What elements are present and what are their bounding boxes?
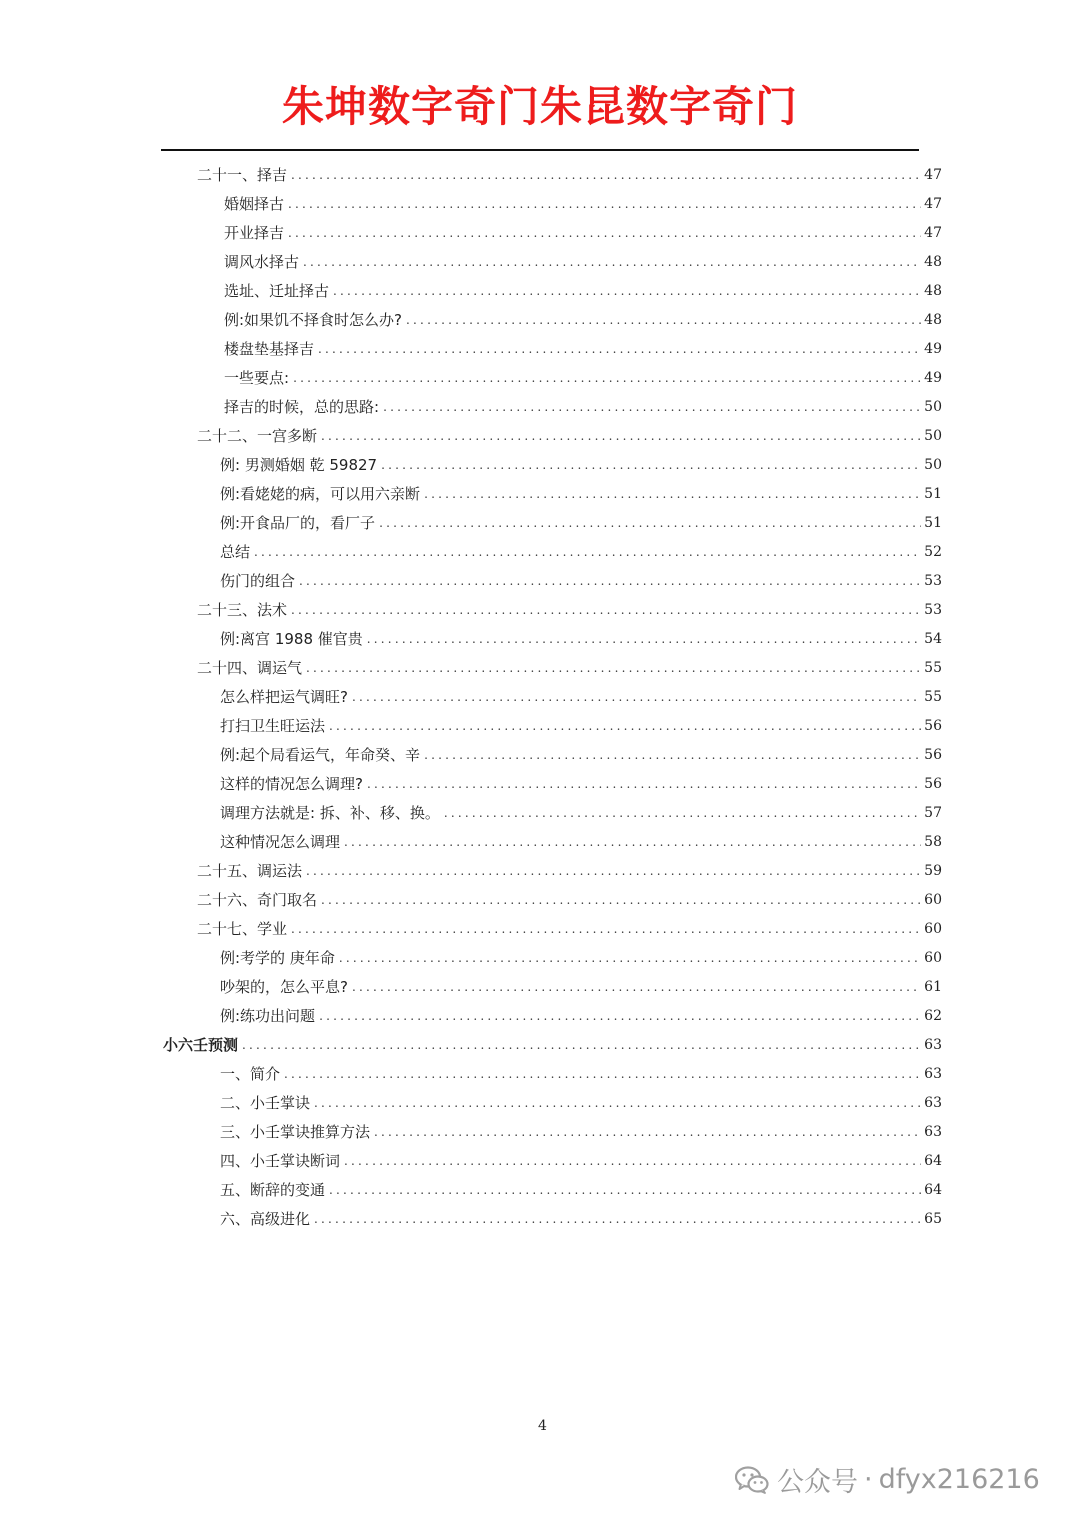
toc-entry <box>160 329 942 358</box>
page-title: 朱坤数字奇门朱昆数字奇门 <box>281 82 798 131</box>
toc-dot-leader <box>424 487 921 503</box>
toc-entry <box>160 822 942 851</box>
toc-entry-label: 二十七、学业 <box>197 920 288 938</box>
watermark-account: dfyx216216 <box>878 1464 1040 1495</box>
toc-dot-leader <box>383 400 921 416</box>
toc-entry <box>160 851 942 880</box>
toc-entry-label: 婚姻择古 <box>224 195 285 213</box>
toc-dot-leader <box>303 255 921 271</box>
toc-entry <box>160 387 942 416</box>
toc-entry <box>160 619 942 648</box>
toc-entry-page: 50 <box>924 428 942 444</box>
toc-entry-page: 60 <box>924 921 942 937</box>
toc-entry-page: 63 <box>924 1124 942 1140</box>
toc-dot-leader <box>329 1183 921 1199</box>
toc-dot-leader <box>339 951 921 967</box>
toc-dot-leader <box>406 313 921 329</box>
toc-entry <box>160 1025 942 1054</box>
toc-entry-page: 63 <box>924 1037 942 1053</box>
toc-entry-label: 小六壬预测 <box>163 1036 239 1054</box>
toc-entry <box>160 532 942 561</box>
toc-entry-label: 总结 <box>220 543 251 561</box>
toc-entry-page: 47 <box>924 225 942 241</box>
page-number: 4 <box>538 1418 547 1434</box>
toc-entry <box>160 764 942 793</box>
toc-entry <box>160 474 942 503</box>
toc-entry-page: 54 <box>924 631 942 647</box>
toc-entry <box>160 1112 942 1141</box>
toc-entry-label: 楼盘垫基择吉 <box>224 340 315 358</box>
toc-entry-page: 59 <box>924 863 942 879</box>
toc-dot-leader <box>242 1038 921 1054</box>
toc-entry <box>160 938 942 967</box>
watermark <box>735 1460 1040 1499</box>
toc-entry <box>160 677 942 706</box>
toc-dot-leader <box>306 661 921 677</box>
toc-entry-label: 二十四、调运气 <box>197 659 303 677</box>
toc-dot-leader <box>284 1067 921 1083</box>
toc-dot-leader <box>329 719 921 735</box>
toc-dot-leader <box>288 197 921 213</box>
toc-entry <box>160 445 942 474</box>
toc-entry-label: 例: 男测婚姻 乾 59827 <box>220 456 378 474</box>
toc-dot-leader <box>367 777 921 793</box>
toc-dot-leader <box>379 516 921 532</box>
toc-entry <box>160 271 942 300</box>
toc-entry-label: 调风水择古 <box>224 253 300 271</box>
toc-entry <box>160 503 942 532</box>
toc-entry <box>160 909 942 938</box>
toc-entry-label: 择吉的时候，总的思路: <box>224 398 380 416</box>
toc-entry-page: 57 <box>924 805 942 821</box>
toc-entry-page: 48 <box>924 283 942 299</box>
toc-entry-page: 55 <box>924 689 942 705</box>
toc-entry <box>160 184 942 213</box>
toc-entry-page: 64 <box>924 1153 942 1169</box>
toc-entry-page: 51 <box>924 515 942 531</box>
toc-dot-leader <box>344 1154 921 1170</box>
toc-entry <box>160 213 942 242</box>
toc-entry-label: 开业择吉 <box>224 224 285 242</box>
toc-entry-page: 56 <box>924 718 942 734</box>
toc-entry-label: 例:看姥姥的病，可以用六亲断 <box>220 485 421 503</box>
toc-entry-label: 一些要点: <box>224 369 290 387</box>
toc-entry-label: 四、小壬掌诀断词 <box>220 1152 341 1170</box>
toc-entry-label: 三、小壬掌诀推算方法 <box>220 1123 371 1141</box>
toc-dot-leader <box>314 1212 921 1228</box>
toc-entry-page: 48 <box>924 254 942 270</box>
toc-entry <box>160 793 942 822</box>
toc-entry-page: 60 <box>924 892 942 908</box>
toc-entry-label: 二十三、法术 <box>197 601 288 619</box>
toc-entry-page: 53 <box>924 602 942 618</box>
toc-dot-leader <box>321 893 921 909</box>
toc-entry-label: 五、断辞的变通 <box>220 1181 326 1199</box>
toc-entry-label: 一、简介 <box>220 1065 281 1083</box>
toc-dot-leader <box>319 1009 921 1025</box>
toc-entry-label: 打扫卫生旺运法 <box>220 717 326 735</box>
toc-entry-page: 47 <box>924 196 942 212</box>
toc-entry <box>160 1170 942 1199</box>
toc-entry-label: 选址、迁址择古 <box>224 282 330 300</box>
toc-entry-page: 49 <box>924 370 942 386</box>
toc-entry-page: 60 <box>924 950 942 966</box>
toc-entry-page: 53 <box>924 573 942 589</box>
title-divider <box>161 149 919 151</box>
toc-entry <box>160 880 942 909</box>
toc-dot-leader <box>306 864 921 880</box>
toc-entry-label: 吵架的，怎么平息? <box>220 978 348 996</box>
toc-entry-page: 56 <box>924 776 942 792</box>
toc-entry <box>160 648 942 677</box>
toc-entry-page: 50 <box>924 399 942 415</box>
toc-dot-leader <box>374 1125 921 1141</box>
toc-entry-page: 55 <box>924 660 942 676</box>
toc-entry-page: 64 <box>924 1182 942 1198</box>
toc-entry-page: 65 <box>924 1211 942 1227</box>
toc-entry-label: 二、小壬掌诀 <box>220 1094 311 1112</box>
toc-entry-label: 例:起个局看运气，年命癸、辛 <box>220 746 421 764</box>
toc-entry <box>160 735 942 764</box>
toc-dot-leader <box>291 603 921 619</box>
toc-dot-leader <box>291 922 921 938</box>
toc-dot-leader <box>444 806 921 822</box>
toc-entry-label: 调理方法就是: 拆、补、移、换。 <box>220 804 440 822</box>
toc-entry-label: 例:练功出问题 <box>220 1007 316 1025</box>
toc-entry-label: 例:离宫 1988 催官贵 <box>220 630 363 648</box>
toc-entry-page: 47 <box>924 167 942 183</box>
toc-entry-page: 50 <box>924 457 942 473</box>
toc-dot-leader <box>424 748 921 764</box>
toc-entry <box>160 155 942 184</box>
toc-entry-label: 二十五、调运法 <box>197 862 303 880</box>
toc-dot-leader <box>367 632 921 648</box>
toc-entry <box>160 967 942 996</box>
watermark-label: 公众号 <box>777 1467 858 1498</box>
toc-dot-leader <box>333 284 921 300</box>
toc-entry-label: 伤门的组合 <box>220 572 296 590</box>
toc-dot-leader <box>254 545 921 561</box>
toc-entry-label: 例:开食品厂的，看厂子 <box>220 514 376 532</box>
toc-entry <box>160 1083 942 1112</box>
toc-entry-label: 例:如果饥不择食时怎么办? <box>224 311 403 329</box>
toc-entry-page: 49 <box>924 341 942 357</box>
toc-dot-leader <box>352 980 921 996</box>
toc-entry <box>160 1054 942 1083</box>
toc-dot-leader <box>293 371 921 387</box>
toc-entry-page: 52 <box>924 544 942 560</box>
toc-dot-leader <box>299 574 921 590</box>
toc-dot-leader <box>381 458 921 474</box>
toc-dot-leader <box>318 342 921 358</box>
toc-entry-label: 二十一、择吉 <box>197 166 288 184</box>
toc-entry <box>160 996 942 1025</box>
toc-dot-leader <box>352 690 921 706</box>
toc-entry <box>160 242 942 271</box>
toc-entry-page: 51 <box>924 486 942 502</box>
toc-entry <box>160 706 942 735</box>
toc-entry-label: 这样的情况怎么调理? <box>220 775 363 793</box>
toc-dot-leader <box>291 168 921 184</box>
toc-entry-label: 这种情况怎么调理 <box>220 833 341 851</box>
toc-entry <box>160 416 942 445</box>
table-of-contents <box>160 155 942 1228</box>
toc-dot-leader <box>288 226 921 242</box>
toc-entry-page: 63 <box>924 1095 942 1111</box>
toc-entry <box>160 358 942 387</box>
toc-entry <box>160 1199 942 1228</box>
toc-entry-page: 58 <box>924 834 942 850</box>
toc-entry <box>160 590 942 619</box>
toc-entry-label: 例:考学的 庚年命 <box>220 949 335 967</box>
watermark-separator: · <box>864 1464 873 1495</box>
toc-dot-leader <box>321 429 921 445</box>
toc-entry <box>160 300 942 329</box>
toc-entry-page: 62 <box>924 1008 942 1024</box>
wechat-icon <box>735 1466 769 1494</box>
toc-dot-leader <box>314 1096 921 1112</box>
toc-entry-page: 63 <box>924 1066 942 1082</box>
toc-entry-label: 怎么样把运气调旺? <box>220 688 348 706</box>
toc-entry-page: 56 <box>924 747 942 763</box>
toc-entry-label: 二十二、一宫多断 <box>197 427 318 445</box>
toc-entry-label: 二十六、奇门取名 <box>197 891 318 909</box>
toc-entry-page: 48 <box>924 312 942 328</box>
toc-dot-leader <box>344 835 921 851</box>
toc-entry-page: 61 <box>924 979 942 995</box>
toc-entry <box>160 1141 942 1170</box>
toc-entry <box>160 561 942 590</box>
toc-entry-label: 六、高级进化 <box>220 1210 311 1228</box>
